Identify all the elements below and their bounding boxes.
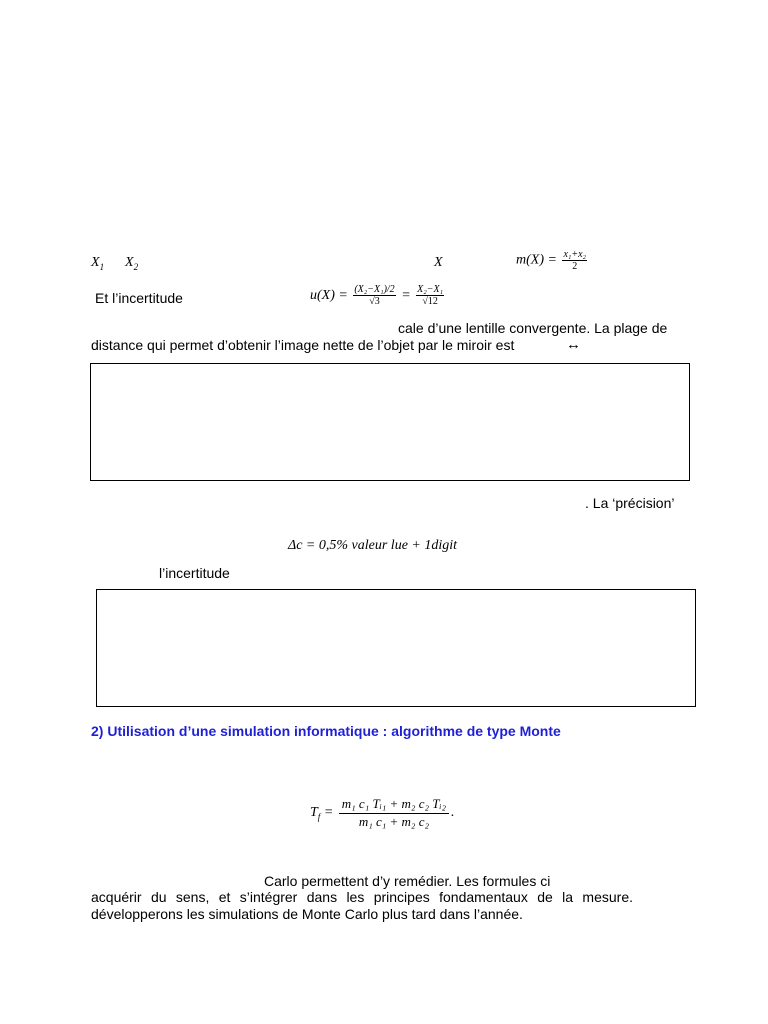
incertitude-label: l’incertitude (159, 565, 230, 581)
tf-formula: $T_f$ = $\frac{\text{m₁ c₁ Tᵢ₁ + m₂ c₂ Tᵢ₂}}{\text{m₁ c₁ + m₂ c₂}}$ . (310, 795, 455, 829)
paragraph-2-line-2: acquérir du sens, et s’intégrer dans les principes fondamentaux de la mesure. (91, 889, 633, 905)
double-arrow-symbol: ↔ (566, 336, 581, 353)
section-heading: 2) Utilisation d’une simulation informatique : algorithme de type Monte (91, 723, 561, 739)
delta-c-formula: Δc = 0,5% valeur lue + 1digit (288, 538, 458, 553)
variable-x2: $X_2$ (125, 255, 139, 272)
empty-answer-box-2 (96, 589, 696, 707)
precision-text: . La ‘précision’ (585, 495, 675, 511)
mean-formula: m(X) = $\frac{\text{x₁+x₂}}{2}$ (516, 249, 587, 272)
paragraph-2-line-1: Carlo permettent d’y remédier. Les formules ci (264, 873, 551, 889)
uncertainty-formula: u(X) = $\frac{\text{(X₂−X₁)/2}}{√3}$ = $\frac{\text{X₂−X₁}}{√12}$ (310, 284, 444, 308)
paragraph-1-line-1: cale d’une lentille convergente. La plage de (398, 320, 668, 336)
paragraph-1-line-2: distance qui permet d’obtenir l’image nette de l’objet par le miroir est (91, 337, 515, 353)
paragraph-2-line-3: développerons les simulations de Monte Carlo plus tard dans l’année. (91, 906, 523, 922)
empty-answer-box-1 (90, 363, 690, 481)
variable-x1: $X_1$ (91, 255, 105, 272)
uncertainty-label: Et l’incertitude (95, 290, 183, 306)
variable-x: X (434, 255, 443, 270)
